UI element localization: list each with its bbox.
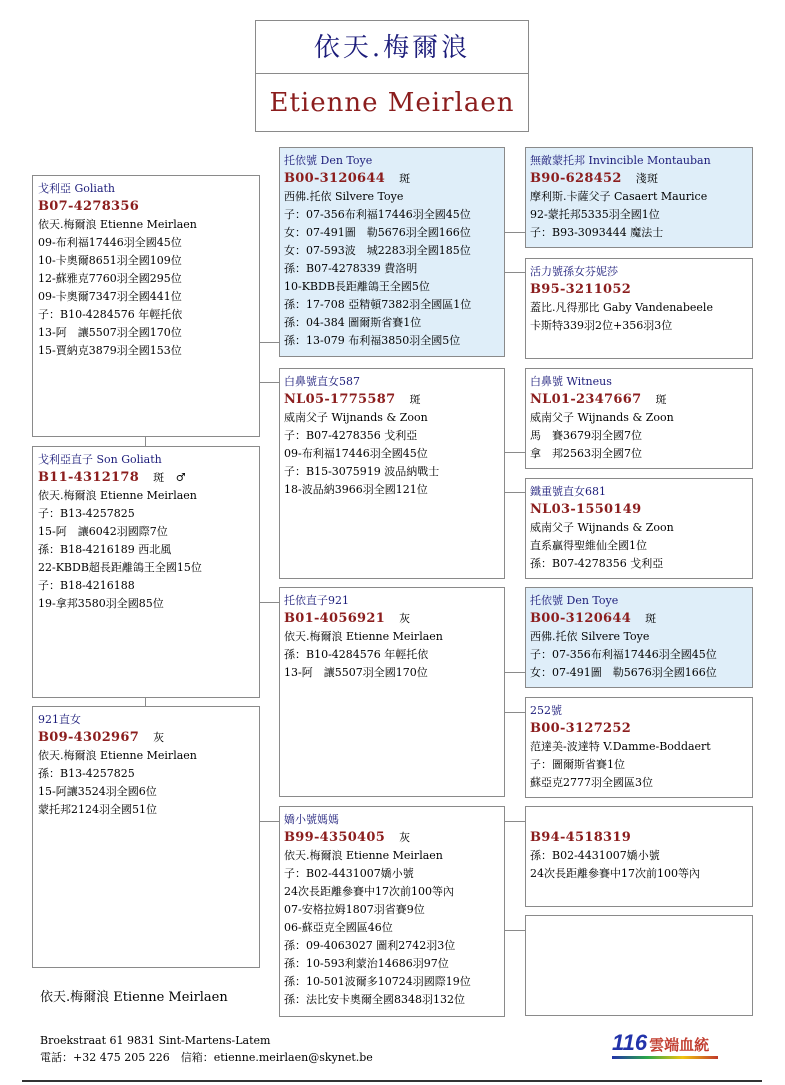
ring-text: B00-3120644 — [530, 611, 632, 626]
feather-color: 斑 — [655, 393, 667, 406]
logo-number: 116 — [612, 1030, 648, 1055]
connector — [145, 698, 146, 706]
record-line: 孫：B07-4278339 費洛明 — [284, 262, 418, 275]
ring-number — [530, 720, 711, 738]
record-line: 孫：B13-4257825 — [38, 767, 135, 780]
owner-name: 依天.梅爾浪 Etienne Meirlaen — [40, 990, 228, 1005]
ring-text: NL01-2347667 — [530, 392, 642, 407]
feather-color: 灰 — [399, 831, 411, 844]
connector — [505, 452, 525, 453]
feather-color: 灰 — [153, 731, 165, 744]
record-line: 09-布利福17446羽全國45位 — [284, 447, 428, 460]
record-line: 女：07-593波 城2283羽全國185位 — [284, 244, 471, 257]
card-dam-dam — [279, 806, 505, 1017]
record-line: 卡斯特339羽2位+356羽3位 — [530, 319, 673, 332]
feather-color: 灰 — [399, 612, 411, 625]
record-line: 13-阿 讓5507羽全國170位 — [38, 326, 182, 339]
ring-text: B95-3211052 — [530, 282, 632, 297]
card-ddd — [525, 915, 753, 1016]
feather-color: 斑 — [399, 172, 411, 185]
feather-color: 淺斑 — [635, 172, 659, 185]
record-line: 女：07-491圖 勒5676羽全國166位 — [530, 666, 717, 679]
ring-number — [38, 469, 202, 487]
logo-underline — [612, 1056, 718, 1059]
record-line: 范達美-波達特 V.Damme-Boddaert — [530, 740, 711, 753]
connector — [505, 232, 525, 233]
record-line: 蘇亞克2777羽全國區3位 — [530, 776, 653, 789]
ring-number — [284, 610, 443, 628]
logo-text: 雲端血統 — [649, 1037, 710, 1054]
address-line: Broekstraat 61 9831 Sint-Martens-Latem — [40, 1034, 271, 1047]
record-line: 孫：13-079 布利福3850羽全國5位 — [284, 334, 461, 347]
ring-number — [38, 198, 197, 216]
ring-number — [530, 170, 711, 188]
connector — [505, 492, 525, 493]
ring-text: B00-3127252 — [530, 721, 632, 736]
card-sire-sire — [279, 147, 505, 357]
record-line: 子：圖爾斯省賽1位 — [530, 758, 625, 771]
record-line: 子：B07-4278356 戈利亞 — [284, 429, 418, 442]
contact-block — [40, 1032, 373, 1066]
feather-color: 斑 — [409, 393, 421, 406]
record-line: 18-波品納3966羽全國121位 — [284, 483, 428, 496]
record-line: 09-布利福17446羽全國45位 — [38, 236, 182, 249]
feather-color: 斑 — [645, 612, 657, 625]
card-dds — [525, 806, 753, 907]
ring-text: B11-4312178 — [38, 470, 140, 485]
record-line: 子：B18-4216188 — [38, 579, 135, 592]
connector — [505, 712, 525, 713]
record-line: 西佛.托依 Silvere Toye — [530, 630, 650, 643]
card-dam-sibling — [32, 706, 260, 968]
ring-number — [530, 501, 674, 519]
feather-color: 斑 ♂ — [153, 471, 186, 484]
record-line: 15-賈納克3879羽全國153位 — [38, 344, 182, 357]
record-line: 子：B10-4284576 年輕托依 — [38, 308, 183, 321]
ring-number — [530, 281, 713, 299]
card-sire-dam — [279, 368, 505, 579]
ring-number — [530, 829, 700, 847]
record-line: 子：07-356布利福17446羽全國45位 — [530, 648, 717, 661]
bird-name: 托依號 Den Toye — [530, 594, 619, 607]
bird-name: 戈利亞直子 Son Goliath — [38, 453, 162, 466]
record-line: 威南父子 Wijnands & Zoon — [530, 411, 674, 424]
record-line: 24次長距離參賽中17次前100等內 — [530, 867, 700, 880]
record-line: 子：B02-4431007嬌小號 — [284, 867, 414, 880]
bird-name: 托依直子921 — [284, 594, 349, 607]
record-line: 孫：10-501波爾多10724羽國際19位 — [284, 975, 471, 988]
record-line: 10-卡奧爾8651羽全國109位 — [38, 254, 182, 267]
bird-name: 鐵重號直女681 — [530, 485, 606, 498]
connector — [260, 342, 279, 343]
card-dsd — [525, 697, 753, 798]
ring-number — [284, 391, 439, 409]
record-line: 孫：04-384 圖爾斯省賽1位 — [284, 316, 422, 329]
ring-number — [284, 829, 471, 847]
connector — [505, 821, 525, 822]
record-line: 子：B93-3093444 魔法士 — [530, 226, 664, 239]
record-line: 孫：17-708 亞精頓7382羽全國區1位 — [284, 298, 472, 311]
record-line: 威南父子 Wijnands & Zoon — [530, 521, 674, 534]
card-dss — [525, 587, 753, 688]
ring-text: NL03-1550149 — [530, 502, 642, 517]
record-line: 孫：B18-4216189 西北風 — [38, 543, 172, 556]
record-line: 馬 賽3679羽全國7位 — [530, 429, 642, 442]
record-line: 子：B13-4257825 — [38, 507, 135, 520]
record-line: 孫：B10-4284576 年輕托依 — [284, 648, 429, 661]
bird-name: 白鼻號 Witneus — [530, 375, 612, 388]
bird-name: 托依號 Den Toye — [284, 154, 373, 167]
connector — [505, 272, 525, 273]
record-line: 子：07-356布利福17446羽全國45位 — [284, 208, 471, 221]
record-line: 15-阿 讓6042羽國際7位 — [38, 525, 168, 538]
ring-number — [284, 170, 471, 188]
connector — [260, 382, 279, 383]
record-line: 06-蘇亞克全國區46位 — [284, 921, 393, 934]
ring-text: B94-4518319 — [530, 830, 632, 845]
record-line: 摩利斯.卡薩父子 Casaert Maurice — [530, 190, 708, 203]
bird-name: 252號 — [530, 704, 562, 717]
record-line: 15-阿讓3524羽全國6位 — [38, 785, 157, 798]
record-line: 孫：09-4063027 圖利2742羽3位 — [284, 939, 456, 952]
record-line: 依天.梅爾浪 Etienne Meirlaen — [38, 749, 197, 762]
record-line: 依天.梅爾浪 Etienne Meirlaen — [38, 218, 197, 231]
ring-text: B09-4302967 — [38, 730, 140, 745]
record-line: 拿 邦2563羽全國7位 — [530, 447, 642, 460]
record-line: 蓋比.凡得那比 Gaby Vandenabeele — [530, 301, 713, 314]
record-line: 孫：10-593利蒙治14686羽97位 — [284, 957, 449, 970]
ring-text: B00-3120644 — [284, 171, 386, 186]
pedigree-title-chinese: 依天.梅爾浪 — [255, 20, 529, 74]
record-line: 24次長距離參賽中17次前100等內 — [284, 885, 454, 898]
card-sire — [32, 175, 260, 437]
footer-rule — [22, 1080, 762, 1082]
card-sdd — [525, 478, 753, 579]
connector — [505, 672, 525, 673]
ring-text: B99-4350405 — [284, 830, 386, 845]
brand-logo — [612, 1030, 709, 1056]
ring-number — [38, 729, 197, 747]
record-line: 09-卡奧爾7347羽全國441位 — [38, 290, 182, 303]
card-dam-sire — [279, 587, 505, 797]
card-dam — [32, 446, 260, 698]
record-line: 19-拿邦3580羽全國85位 — [38, 597, 164, 610]
bird-name: 活力號孫女芬妮莎 — [530, 265, 618, 278]
ring-number — [530, 391, 674, 409]
record-line: 12-蘇雅克7760羽全國295位 — [38, 272, 182, 285]
record-line: 07-安格拉姆1807羽省賽9位 — [284, 903, 425, 916]
connector — [145, 437, 146, 446]
record-line: 10-KBDB長距離鴿王全國5位 — [284, 280, 430, 293]
record-line: 依天.梅爾浪 Etienne Meirlaen — [284, 630, 443, 643]
bird-name: 戈利亞 Goliath — [38, 182, 116, 195]
record-line: 女：07-491圖 勒5676羽全國166位 — [284, 226, 471, 239]
card-sds — [525, 368, 753, 469]
ring-text: B90-628452 — [530, 171, 622, 186]
pedigree-title-english: Etienne Meirlaen — [255, 74, 529, 132]
bird-name: 白鼻號直女587 — [284, 375, 360, 388]
connector — [260, 602, 279, 603]
card-ssd — [525, 258, 753, 359]
record-line: 22-KBDB超長距離鴿王全國15位 — [38, 561, 202, 574]
ring-number — [530, 610, 717, 628]
ring-text: NL05-1775587 — [284, 392, 396, 407]
bird-name: 921直女 — [38, 713, 81, 726]
record-line: 西佛.托依 Silvere Toye — [284, 190, 404, 203]
card-sss — [525, 147, 753, 248]
connector — [260, 821, 279, 822]
connector — [505, 930, 525, 931]
ring-text: B07-4278356 — [38, 199, 140, 214]
record-line: 依天.梅爾浪 Etienne Meirlaen — [284, 849, 443, 862]
record-line: 直系贏得聖維仙全國1位 — [530, 539, 647, 552]
record-line: 孫：B07-4278356 戈利亞 — [530, 557, 664, 570]
record-line: 蒙托邦2124羽全國51位 — [38, 803, 157, 816]
record-line: 子：B15-3075919 波品納戰士 — [284, 465, 440, 478]
record-line: 威南父子 Wijnands & Zoon — [284, 411, 428, 424]
record-line: 孫：B02-4431007嬌小號 — [530, 849, 660, 862]
record-line: 依天.梅爾浪 Etienne Meirlaen — [38, 489, 197, 502]
bird-name: 無敵蒙托邦 Invincible Montauban — [530, 154, 711, 167]
record-line: 92-蒙托邦5335羽全國1位 — [530, 208, 660, 221]
record-line: 13-阿 讓5507羽全國170位 — [284, 666, 428, 679]
contact-line: 電話：+32 475 205 226 信箱：etienne.meirlaen@skynet.be — [40, 1051, 373, 1064]
bird-name: 嬌小號媽媽 — [284, 813, 339, 826]
ring-text: B01-4056921 — [284, 611, 386, 626]
record-line: 孫：法比安卡奧爾全國8348羽132位 — [284, 993, 465, 1006]
